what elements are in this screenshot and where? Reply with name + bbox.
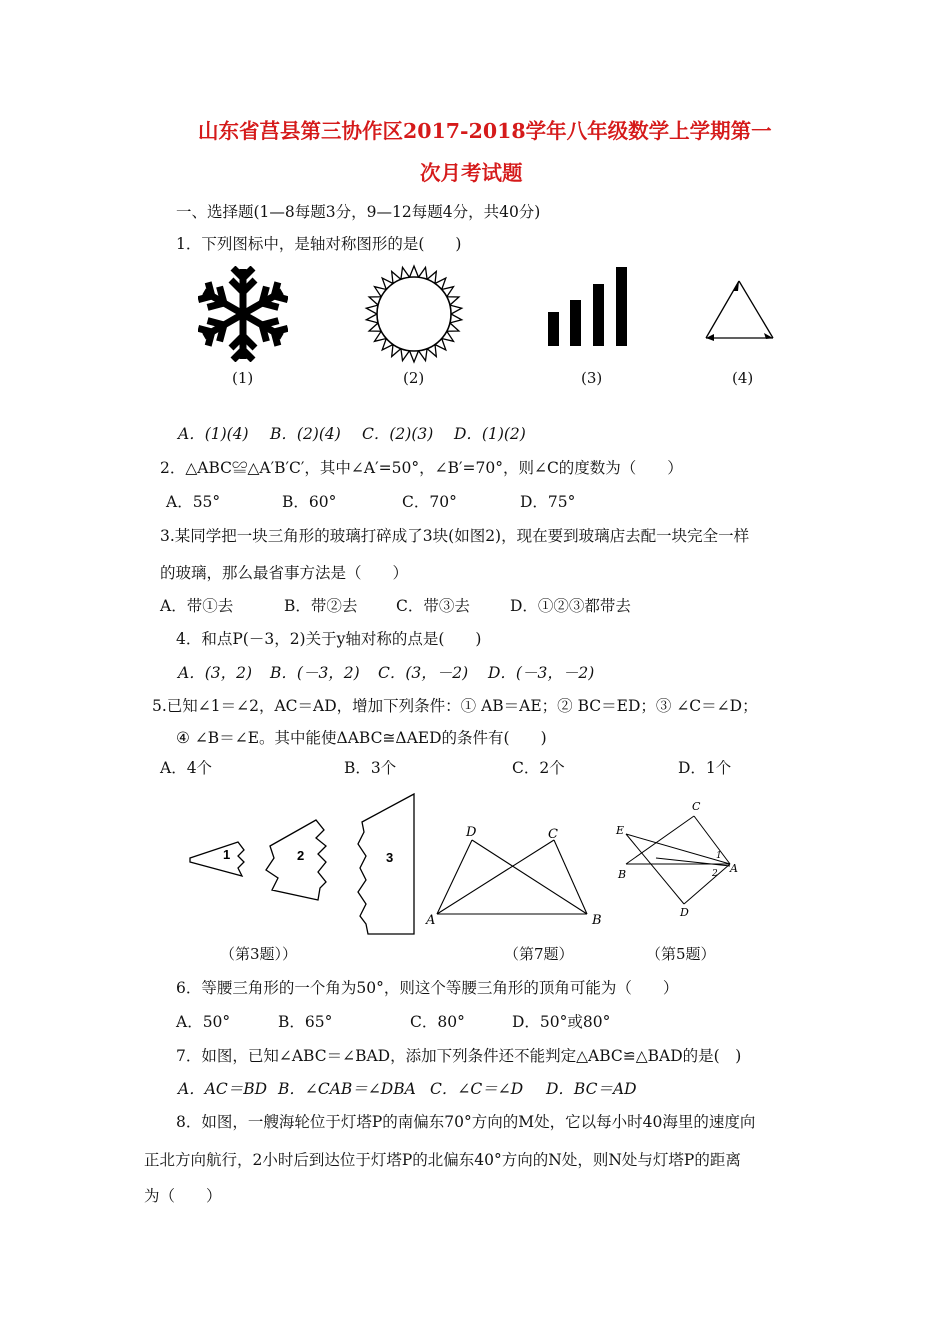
glass-label-3: 3 — [386, 850, 394, 865]
q7-option-d[interactable]: D．BC＝AD — [546, 1080, 637, 1098]
q7-option-c[interactable]: C．∠C＝∠D — [430, 1080, 524, 1098]
q3-option-a[interactable]: A．带①去 — [160, 597, 234, 615]
question-5-stem-line2: ④ ∠B＝∠E。其中能使ΔABC≅ΔAED的条件有( ) — [176, 729, 547, 747]
question-8-line3: 为（ ） — [144, 1187, 222, 1205]
figure-caption-q5: （第5题） — [646, 945, 716, 963]
q5-option-c[interactable]: C．2个 — [512, 759, 565, 777]
question-3-stem-line2: 的玻璃，那么最省事方法是（ ） — [160, 564, 409, 582]
q1-option-d[interactable]: D．(1)(2) — [454, 425, 526, 443]
question-4-stem: 4．和点P(－3，2)关于y轴对称的点是( ) — [176, 630, 482, 648]
fig1-label-1: (1) — [232, 369, 254, 387]
q4-option-d[interactable]: D．(－3，－2) — [488, 664, 595, 682]
q6-option-a[interactable]: A．50° — [176, 1013, 231, 1031]
q7-point-b: B — [592, 913, 602, 928]
q5-angle-2: 2 — [712, 869, 718, 879]
q1-option-a[interactable]: A．(1)(4) — [178, 425, 249, 443]
q5-angle-1: 1 — [716, 851, 722, 861]
fig1-label-3: (3) — [581, 369, 603, 387]
q2-option-c[interactable]: C．70° — [402, 493, 457, 511]
q3-option-c[interactable]: C．带③去 — [396, 597, 470, 615]
question-2-stem: 2．△ABC≌△A′B′C′，其中∠A′=50°，∠B′=70°，则∠C的度数为（ ） — [160, 459, 683, 477]
arrow-triangle-figure — [702, 278, 778, 344]
q3-option-b[interactable]: B．带②去 — [284, 597, 358, 615]
fig1-label-4: (4) — [732, 369, 754, 387]
q5-point-a: A — [730, 862, 738, 875]
broken-glass-figure — [186, 792, 422, 944]
question-7-stem: 7．如图，已知∠ABC＝∠BAD，添加下列条件还不能判定△ABC≌△BAD的是( ) — [176, 1047, 742, 1065]
q4-option-c[interactable]: C．(3，－2) — [378, 664, 469, 682]
q5-option-d[interactable]: D．1个 — [678, 759, 732, 777]
q6-option-b[interactable]: B．65° — [278, 1013, 333, 1031]
q7-point-d: D — [466, 825, 477, 840]
section-heading: 一、选择题(1—8每题3分，9—12每题4分，共40分) — [176, 203, 541, 221]
crossed-triangles-figure-q5 — [612, 796, 752, 924]
question-5-stem-line1: 5.已知∠1＝∠2，AC＝AD，增加下列条件：① AB＝AE；② BC＝ED；③ ∠C＝∠D； — [152, 697, 758, 715]
q4-option-a[interactable]: A．(3，2) — [178, 664, 253, 682]
quadrilateral-figure-q7 — [424, 820, 610, 930]
q1-option-c[interactable]: C．(2)(3) — [362, 425, 434, 443]
q5-point-c: C — [692, 800, 701, 813]
q3-option-d[interactable]: D．①②③都带去 — [510, 597, 631, 615]
q7-point-c: C — [548, 827, 558, 842]
q6-option-c[interactable]: C．80° — [410, 1013, 465, 1031]
q4-option-b[interactable]: B．(－3，2) — [270, 664, 360, 682]
figure-caption-q3: （第3题）） — [220, 945, 298, 963]
question-1-stem: 1．下列图标中，是轴对称图形的是( ) — [176, 235, 462, 253]
q7-point-a: A — [426, 913, 436, 928]
q7-option-b[interactable]: B．∠CAB＝∠DBA — [278, 1080, 416, 1098]
q5-point-e: E — [616, 824, 625, 837]
q2-option-d[interactable]: D．75° — [520, 493, 576, 511]
q2-option-a[interactable]: A．55° — [166, 493, 221, 511]
question-3-stem-line1: 3.某同学把一块三角形的玻璃打碎成了3块(如图2)，现在要到玻璃店去配一块完全一样 — [160, 527, 750, 545]
document-title-line2: 次月考试题 — [420, 161, 523, 185]
document-title-line1: 山东省莒县第三协作区2017-2018学年八年级数学上学期第一 — [198, 119, 772, 143]
q5-option-b[interactable]: B．3个 — [344, 759, 397, 777]
figure-caption-q7: （第7题） — [504, 945, 574, 963]
glass-label-2: 2 — [297, 848, 305, 863]
q1-option-b[interactable]: B．(2)(4) — [270, 425, 341, 443]
question-8-line2: 正北方向航行，2小时后到达位于灯塔P的北偏东40°方向的N处，则N处与灯塔P的距离 — [144, 1151, 741, 1169]
q5-option-a[interactable]: A．4个 — [160, 759, 213, 777]
q6-option-d[interactable]: D．50°或80° — [512, 1013, 611, 1031]
q5-point-d: D — [680, 906, 689, 919]
sun-figure — [364, 264, 464, 364]
q7-option-a[interactable]: A．AC＝BD — [178, 1080, 268, 1098]
q5-point-b: B — [618, 868, 627, 881]
question-6-stem: 6．等腰三角形的一个角为50°，则这个等腰三角形的顶角可能为（ ） — [176, 979, 679, 997]
bar-signal-figure — [546, 266, 632, 350]
q2-option-b[interactable]: B．60° — [282, 493, 337, 511]
question-8-line1: 8．如图，一艘海轮位于灯塔P的南偏东70°方向的M处，它以每小时40海里的速度向 — [176, 1113, 756, 1131]
fig1-label-2: (2) — [403, 369, 425, 387]
snowflake-figure — [198, 266, 288, 362]
glass-label-1: 1 — [223, 847, 231, 862]
